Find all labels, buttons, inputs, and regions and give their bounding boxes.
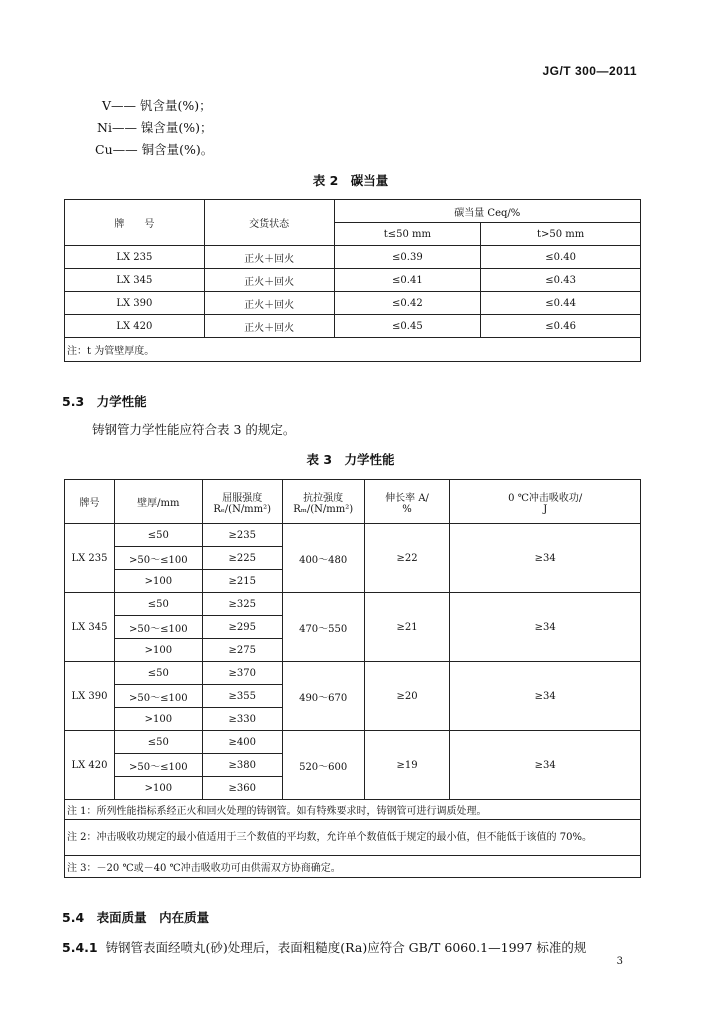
table-row bbox=[65, 269, 641, 292]
table3-mechanical-properties bbox=[64, 479, 641, 878]
table-cell: LX 420 bbox=[65, 315, 205, 338]
table-row bbox=[65, 292, 641, 315]
table-row bbox=[65, 315, 641, 338]
section-number: 5.4.1 bbox=[62, 940, 98, 955]
table-cell: ≤0.45 bbox=[334, 315, 481, 338]
table2-header-grade: 牌 号 bbox=[65, 200, 205, 246]
table-cell: ≥34 bbox=[450, 593, 641, 662]
table-cell: LX 420 bbox=[65, 731, 115, 800]
table3-header-grade: 牌号 bbox=[65, 480, 115, 524]
page-number: 3 bbox=[616, 956, 623, 967]
table3-note-3: 注 3：－20 ℃或－40 ℃冲击吸收功可由供需双方协商确定。 bbox=[65, 856, 641, 878]
table-cell: ≥225 bbox=[202, 547, 282, 570]
var-desc: 钒含量(%)； bbox=[140, 98, 212, 113]
table-cell: ≤50 bbox=[114, 662, 202, 685]
table-cell: ≥20 bbox=[364, 662, 450, 731]
table2-header-thick: t>50 mm bbox=[481, 223, 641, 246]
table-cell: ≥21 bbox=[364, 593, 450, 662]
header-unit: Rₘ/(N/mm²) bbox=[293, 503, 354, 515]
section-5-3-title: 5.3 力学性能 bbox=[62, 394, 147, 409]
table-cell: LX 345 bbox=[65, 593, 115, 662]
table-cell: ≥295 bbox=[202, 616, 282, 639]
header-unit: % bbox=[402, 503, 412, 515]
table-cell: ≤50 bbox=[114, 524, 202, 547]
section-text: 铸钢管表面经喷丸(砂)处理后，表面粗糙度(Ra)应符合 GB/T 6060.1—1997 标准的规 bbox=[105, 940, 587, 955]
var-dash: —— bbox=[112, 142, 138, 157]
table-cell: ≤50 bbox=[114, 593, 202, 616]
table3-caption: 表 3 力学性能 bbox=[306, 452, 395, 467]
table-cell: >50～≤100 bbox=[114, 547, 202, 570]
table-cell: ≥325 bbox=[202, 593, 282, 616]
section-5-4-title: 5.4 表面质量 内在质量 bbox=[62, 910, 210, 925]
table3-note-1: 注 1：所列性能指标系经正火和回火处理的铸钢管。如有特殊要求时，铸钢管可进行调质处理。 bbox=[65, 800, 641, 820]
table-cell: ≥275 bbox=[202, 639, 282, 662]
table-cell: 正火＋回火 bbox=[204, 315, 334, 338]
table3-header-impact bbox=[450, 480, 641, 524]
table-cell: ≥400 bbox=[202, 731, 282, 754]
table-cell: LX 390 bbox=[65, 292, 205, 315]
header-unit: Rₑ/(N/mm²) bbox=[213, 503, 272, 515]
var-dash: —— bbox=[111, 98, 137, 113]
table-row bbox=[65, 593, 641, 616]
header-line: 0 ℃冲击吸收功/ bbox=[508, 492, 583, 504]
table3-note-2: 注 2：冲击吸收功规定的最小值适用于三个数值的平均数，允许单个数值低于规定的最小值，但不能低于该值的 70%。 bbox=[65, 820, 641, 856]
header-line: 抗拉强度 bbox=[303, 492, 344, 504]
table-cell: ≤0.43 bbox=[481, 269, 641, 292]
header-line: 屈服强度 bbox=[222, 492, 263, 504]
table-cell: 正火＋回火 bbox=[204, 246, 334, 269]
table-cell: LX 345 bbox=[65, 269, 205, 292]
table-cell: ≥360 bbox=[202, 777, 282, 800]
table-cell: 520～600 bbox=[282, 731, 364, 800]
var-line-ni bbox=[97, 120, 213, 136]
table-row bbox=[65, 246, 641, 269]
table2-header-ceq: 碳当量 Ceq/% bbox=[334, 200, 641, 223]
table2-header-thin: t≤50 mm bbox=[334, 223, 481, 246]
table-cell: ≥19 bbox=[364, 731, 450, 800]
table2-caption: 表 2 碳当量 bbox=[312, 173, 389, 188]
table2-header-delivery: 交货状态 bbox=[204, 200, 334, 246]
table3-header-tensile bbox=[282, 480, 364, 524]
table-cell: ≥34 bbox=[450, 731, 641, 800]
table-cell: ≤0.46 bbox=[481, 315, 641, 338]
table-cell: 470～550 bbox=[282, 593, 364, 662]
var-symbol: Ni bbox=[97, 120, 112, 135]
table-cell: >100 bbox=[114, 570, 202, 593]
table-cell: ≥235 bbox=[202, 524, 282, 547]
table-cell: 490～670 bbox=[282, 662, 364, 731]
var-dash: —— bbox=[111, 120, 137, 135]
table-cell: ≥370 bbox=[202, 662, 282, 685]
table-row bbox=[65, 662, 641, 685]
table3-header-elongation bbox=[364, 480, 450, 524]
table-cell: ≥355 bbox=[202, 685, 282, 708]
table2-carbon-equivalent bbox=[64, 199, 641, 362]
header-line: 伸长率 A/ bbox=[385, 492, 429, 504]
table2-note: 注：t 为管壁厚度。 bbox=[65, 338, 641, 362]
table-cell: ≤0.42 bbox=[334, 292, 481, 315]
table-cell: LX 390 bbox=[65, 662, 115, 731]
var-symbol: V bbox=[102, 98, 112, 113]
var-line-cu bbox=[95, 142, 213, 158]
table-cell: 正火＋回火 bbox=[204, 269, 334, 292]
table-cell: ≥215 bbox=[202, 570, 282, 593]
table-cell: ≥34 bbox=[450, 662, 641, 731]
section-5-4-1 bbox=[62, 938, 639, 956]
standard-code: JG/T 300—2011 bbox=[542, 64, 637, 78]
table-cell: ≥22 bbox=[364, 524, 450, 593]
table-cell: LX 235 bbox=[65, 524, 115, 593]
table-cell: >50～≤100 bbox=[114, 754, 202, 777]
table-cell: ≤0.41 bbox=[334, 269, 481, 292]
table-cell: >50～≤100 bbox=[114, 685, 202, 708]
header-unit: J bbox=[543, 503, 548, 515]
table3-header-yield bbox=[202, 480, 282, 524]
table-cell: >100 bbox=[114, 777, 202, 800]
table-cell: 400～480 bbox=[282, 524, 364, 593]
table-cell: >50～≤100 bbox=[114, 616, 202, 639]
table-cell: 正火＋回火 bbox=[204, 292, 334, 315]
section-5-3-text: 铸钢管力学性能应符合表 3 的规定。 bbox=[92, 422, 296, 437]
table-cell: ≤0.44 bbox=[481, 292, 641, 315]
table-cell: ≥34 bbox=[450, 524, 641, 593]
var-line-v bbox=[102, 98, 212, 114]
table-cell: ≤0.40 bbox=[481, 246, 641, 269]
table3-body bbox=[65, 524, 641, 800]
table-cell: ≥380 bbox=[202, 754, 282, 777]
var-desc: 铜含量(%)。 bbox=[141, 142, 214, 157]
table-cell: LX 235 bbox=[65, 246, 205, 269]
var-desc: 镍含量(%)； bbox=[140, 120, 213, 135]
table3-header-wall: 壁厚/mm bbox=[114, 480, 202, 524]
table-row bbox=[65, 731, 641, 754]
table-cell: ≥330 bbox=[202, 708, 282, 731]
table-row bbox=[65, 524, 641, 547]
table-cell: >100 bbox=[114, 708, 202, 731]
table-cell: ≤0.39 bbox=[334, 246, 481, 269]
var-symbol: Cu bbox=[95, 142, 113, 157]
table-cell: ≤50 bbox=[114, 731, 202, 754]
table-cell: >100 bbox=[114, 639, 202, 662]
